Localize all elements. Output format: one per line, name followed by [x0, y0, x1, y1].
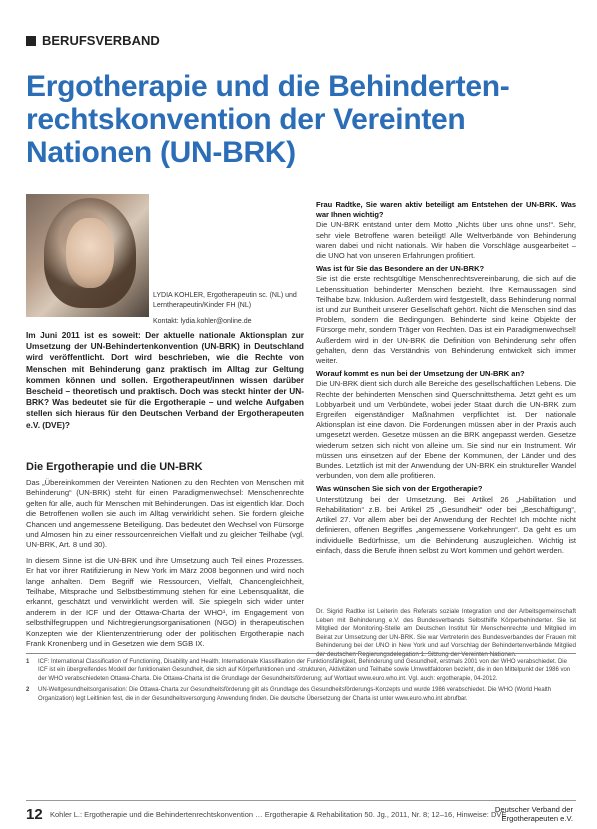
left-paragraph-2: In diesem Sinne ist die UN-BRK und ihre Umsetzung auch Teil eines Prozesses. Er hat vor ihrer Ratifizierung in New York im März 2008 begonnen und wird noch lange anhalten. Dem Begriff wie Ressourcen, Vielfalt, Chancengleichheit, Teilhabe, Mitsprache und Selbstbestimmung stehen für eine Lebensqualität, die erkannt, geschätzt und verwirklicht werden will. Sie spiegeln sich wider unter anderem in der ICF und der Ottawa-Charta der WHO¹, im Engagement von selbsthilfegruppen und Nichtregierungsorganisationen (NGO) in therapeutischen Konzepten wie der Klientenzentrierung oder der politischen Ergotherapie nach Frank Kronenberg und in Gesetzen wie dem SGB IX. [26, 555, 304, 649]
publisher-brand [495, 805, 573, 823]
section-square-icon [26, 36, 36, 46]
brand-line-2: Ergotherapeuten e.V. [501, 814, 573, 824]
interview-answer: Unterstützung bei der Umsetzung. Bei Artikel 26 „Habilitation und Rehabilitation“ z.B. bei Artikel 25 „Gesundheit“ oder bei „Beschäftigung“, Artikel 27. Vor allem aber bei der Anwendung der Rechte! Ich möchte nicht definieren, offenen Begriffes „angemessene Vorkehrungen“. Da geht es um individuelle Bedürfnisse, um die Behinderung auszugleichen. Wichtig ist einfach, dass die Berufe ihnen selbst zu Wort kommen und gehört werden. [316, 494, 576, 555]
interview-question: Was ist für Sie das Besondere an der UN-BRK? [316, 264, 485, 274]
author-caption [153, 291, 303, 327]
footnote-number: 1 [26, 659, 30, 665]
interview-answer: Die UN-BRK entstand unter dem Motto „Nichts über uns ohne uns!“. Sehr, sehr viele Betroffene waren beteiligt! Alle Weltverbände von Behinderung waren dabei und nicht nationals. Wir haben die Vorschläge ausgearbeitet – die UNO hat von unseren Erfahrungen profitiert. [316, 220, 576, 261]
footnote [26, 658, 576, 683]
footnote-text: ICF: International Classification of Functioning, Disability and Health. Internationale Klassifikation der Funktionsfähigkeit, Behinderung und Gesundheit, erstmals 2001 von der WHO verabschiedet. Die ICF ist ein übergreifendes Modell der funktionalen Gesundheit, die sich auf Körperfunktionen und -strukturen, Aktivitäten und Teilhabe sowie Umweltfaktoren bezieht, die in den Mittelpunkt der 1986 von der WHO verabschiedeten Ottawa-Charta. Die Ottawa-Charta ist die Grundlage der Gesundheitsförderung; auf Wortlaut www.euro.who.int. Vgl. auch: ergotherapie, 04-2012. [38, 659, 571, 682]
interview-question: Was wünschen Sie sich von der Ergotherapie? [316, 484, 483, 494]
lead-paragraph: Im Juni 2011 ist es soweit: Der aktuelle nationale Aktionsplan zur Umsetzung der UN-Behindertenkonvention (UN-BRK) in Deutschland wird veröffentlicht. Dort wird beschrieben, wie die Rechte von Menschen mit Behinderung ganz praktisch im Alltag zur Geltung kommen können und sollen. Ergotherapeut/innen wissen darüber Bescheid – theoretisch und praktisch. Doch was steckt hinter der UN-BRK? Was bedeutet sie für die Ergotherapie – und welche Aufgaben stellen sich hieraus für den Deutschen Verband der Ergotherapeuten e.V. (DVE)? [26, 330, 304, 430]
footnote-number: 2 [26, 687, 30, 694]
interview-column [316, 200, 576, 559]
footnote [26, 686, 576, 703]
section-label-text: BERUFSVERBAND [42, 33, 160, 48]
left-section-body [26, 478, 304, 655]
left-section-heading: Die Ergotherapie und die UN-BRK [26, 461, 203, 473]
interviewee-bio: Dr. Sigrid Radtke ist Leiterin des Referats soziale Integration und der Arbeitsgemeinschaft Leben mit Behinderung e.V. des Bundesverbands Selbsthilfe Körperbehinderter. Sie ist Mitglied der Monitoring-Stelle am Deutschen Institut für Menschenrechte und Mitglied im Beirat zur Umsetzung der UN-BRK. Sie war Vertreterin des Bundesverbandes der Frauen mit Behinderung bei der UNO in New York und auf Vorschlag der Behindertenverbände Mitglied der deutschen Regierungsdelegation 1. Sitzung der Vereinten Nationen. [316, 608, 576, 658]
footnote-divider [26, 653, 576, 654]
author-contact: Kontakt: lydia.kohler@online.de [153, 318, 252, 325]
brand-line-1: Deutscher Verband der [494, 805, 573, 814]
journal-citation: Kohler L.: Ergotherapie und die Behindertenrechtskonvention … Ergotherapie & Rehabilitation 50. Jg., 2011, Nr. 8; 12–16, Hinweise: DVE [50, 810, 507, 819]
section-label [26, 33, 160, 48]
article-title: Ergotherapie und die Behinderten-rechtskonvention der Vereinten Nationen (UN-BRK) [26, 70, 510, 169]
interview-answer: Die UN-BRK dient sich durch alle Bereiche des gesellschaftlichen Lebens. Die Rechte der behinderten Menschen sind Querschnittsthema. Jetzt geht es um Lobbyarbeit und um Verbündete, wobei jeder Staat durch die UN-BRK zum Ergreifen eigenständiger Maßnahmen verpflichtet ist. Der nationale Aktionsplan ist eine davon. Die Forderungen müssen aber in der Praxis auch umgesetzt werden. Gesetze müssen an die BRK angepasst werden. Gesetze wiederum setzen sich nicht von alleine um. Sie sind nur ein Instrument. Wir müssen uns einsetzen auf der Ebene der Kommunen, der Länder und des Bundes. Letztlich ist mit der Anwendung der UN-BRK ein struktureller Wandel verbunden, von dem alle profitieren. [316, 379, 576, 481]
interview-question: Frau Radtke, Sie waren aktiv beteiligt am Entstehen der UN-BRK. Was war Ihnen wichtig? [316, 200, 576, 220]
author-caption-text: LYDIA KOHLER, Ergotherapeutin sc. (NL) und Lerntherapeutin/Kinder FH (NL) [153, 292, 297, 309]
author-photo [26, 194, 149, 317]
footnote-text: UN-Weltgesundheitsorganisation: Die Ottawa-Charta zur Gesundheitsförderung gilt als Grundlage des Gesundheitsförderungs-Konzepts und wurde 1986 verabschiedet. Die WHO (World Health Organization) legt Leitlinien fest, die in der Gesundheitsversorgung Anwendung finden. Die deutsche Übersetzung der Charta ist unter www.euro.who.int abrufbar. [38, 687, 552, 702]
interview-question: Worauf kommt es nun bei der Umsetzung der UN-BRK an? [316, 369, 525, 379]
author-photo-face [66, 218, 114, 288]
page-number: 12 [26, 806, 43, 823]
interview-answer: Sie ist die erste rechtsgültige Menschenrechtsvereinbarung, die sich auf die Lebenssituation behinderter Menschen bezieht. Ihre Kernaussagen sind Teilhabe bzw. Inklusion. Außerdem wird festgestellt, dass Behinderung normal ist und zur Buntheit unserer Gesellschaft gehört. Nicht die Menschen sind das Problem, sondern die Bedingungen. Behinderte sind keine Objekte der Fürsorge mehr, sondern Träger von Rechten. Das ist ein Paradigmenwechsel! Außerdem wird in der UN-BRK die Definition von Behinderung sehr offen gehalten, denn das Verständnis von Behinderung entwickelt sich immer weiter. [316, 274, 576, 366]
footer-divider [26, 800, 576, 801]
footnotes [26, 658, 576, 706]
left-paragraph-1: Das „Übereinkommen der Vereinten Nationen zu den Rechten von Menschen mit Behinderung“ (UN-BRK) steht für einen Paradigmenwechsel: Menschenrechte gelten für alle, auch für Menschen mit Behinderungen. Das ist eigentlich klar. Doch die Betroffenen wollen sie auch im Alltag verwirklicht sehen. Sie fordern gleiche Chancen und angemessene Beteiligung. Das bedeutet den Wechsel von Fürsorge und Almosen hin zu einer ressourcenreichen Vielfalt und zu gleicher Teilhabe (vgl. UN-BRK, Art. 8 und 30). [26, 478, 304, 550]
